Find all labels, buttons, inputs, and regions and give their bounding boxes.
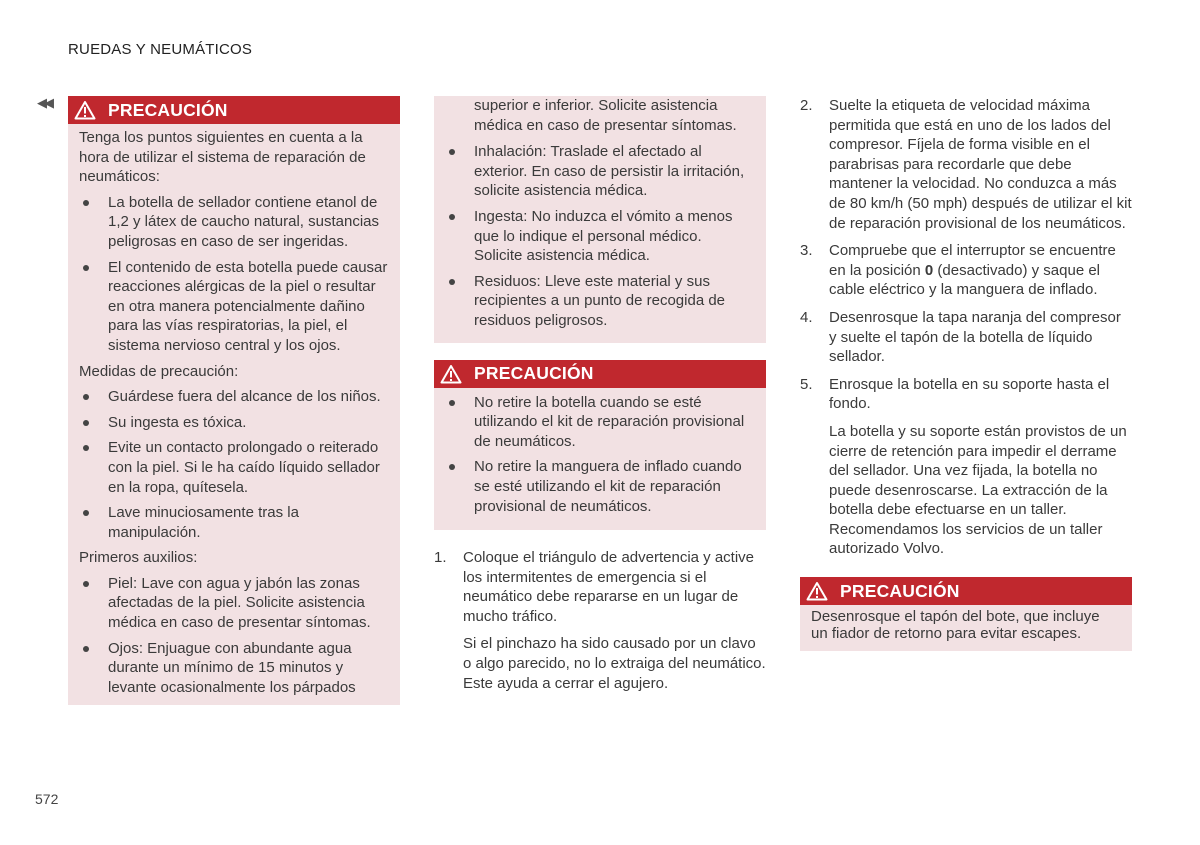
list-item: La botella de sellador contiene etanol de 1,2 y látex de caucho natural, sustancias peligrosas en caso de ser ingeridas. [79, 193, 388, 252]
caution-continuation-box [434, 96, 766, 343]
column-1 [68, 96, 400, 705]
step-note: La botella y su soporte están provistos de un cierre de retención para impedir el derrame del sellador. Una vez fijada, la botella no puede desenroscarse. La extracción de la botella debe efectuarse en un taller. Recomendamos los servicios de un taller autorizado Volvo. [829, 422, 1127, 558]
list-item: Lave minuciosamente tras la manipulación. [79, 503, 388, 542]
list-item: Residuos: Lleve este material y sus recipientes a un punto de recogida de residuos peligrosos. [445, 272, 754, 331]
step-text-part: (desactivado) y saque el cable eléctrico y la manguera de inflado. [829, 261, 1101, 299]
first-aid-label: Primeros auxilios: [79, 549, 198, 567]
list-item: Guárdese fuera del alcance de los niños. [79, 387, 388, 407]
list-item: Piel: Lave con agua y jabón las zonas afectadas de la piel. Solicite asistencia médica en caso de presentar síntomas. [79, 574, 388, 633]
list-item: Su ingesta es tóxica. [79, 413, 388, 433]
caution-box-1 [68, 96, 400, 705]
caution-title: PRECAUCIÓN [840, 580, 960, 601]
caution-header [800, 577, 1132, 605]
warning-triangle-icon [440, 364, 462, 384]
column-3 [800, 96, 1132, 651]
continuation-text: superior e inferior. Solicite asistencia médica en caso de presentar síntomas. [474, 97, 737, 134]
caution-text: Desenrosque el tapón del bote, que incluye un fiador de retorno para evitar escapes. [811, 608, 1100, 643]
measures-label: Medidas de precaución: [79, 362, 239, 380]
step-3 [800, 241, 1132, 300]
step-1 [434, 548, 766, 693]
list-item: No retire la botella cuando se esté utilizando el kit de reparación provisional de neumáticos. [445, 393, 754, 452]
step-number: 4. [800, 308, 813, 326]
list-item: Evite un contacto prolongado o reiterado con la piel. Si le ha caído líquido sellador en la ropa, quítesela. [79, 438, 388, 497]
caution-intro: Tenga los puntos siguientes en cuenta a la hora de utilizar el sistema de reparación de neumáticos: [79, 129, 366, 186]
list-item: Ojos: Enjuague con abundante agua durante un mínimo de 15 minutos y levante ocasionalmente los párpados [79, 639, 388, 698]
step-text-part: Compruebe que el interruptor se encuentre en la posición [829, 242, 1116, 279]
caution-header [434, 360, 766, 388]
column-2 [434, 96, 766, 701]
step-text: Coloque el triángulo de advertencia y active los intermitentes de emergencia si el neumático debe repararse en un lugar de mucho tráfico. [463, 549, 755, 625]
caution-box-2 [434, 360, 766, 531]
step-2 [800, 96, 1132, 233]
step-text: Enrosque la botella en su soporte hasta el fondo. [829, 375, 1110, 413]
step-number: 3. [800, 242, 813, 260]
step-text: Desenrosque la tapa naranja del compresor y suelte el tapón de la botella de líquido sellador. [829, 308, 1121, 366]
step-4 [800, 308, 1132, 367]
list-item: El contenido de esta botella puede causar reacciones alérgicas de la piel o resultar en otra manera potencialmente dañino para las vías respiratorias, la piel, el sistema nervioso central y los ojos. [79, 258, 388, 356]
caution-title: PRECAUCIÓN [474, 363, 594, 384]
list-item: Inhalación: Traslade el afectado al exterior. En caso de persistir la irritación, solicite asistencia médica. [445, 142, 754, 201]
warning-triangle-icon [806, 581, 828, 601]
step-text: Suelte la etiqueta de velocidad máxima permitida que está en uno de los lados del compresor. Fíjela de forma visible en el parabrisas para recordarle que debe mantener la velocidad. No conduzca a más de 80 km/h (50 mph) después de utilizar el kit de reparación provisional de los neumáticos. [829, 97, 1132, 232]
caution-header [68, 96, 400, 124]
list-item: No retire la manguera de inflado cuando se esté utilizando el kit de reparación provisional de neumáticos. [445, 457, 754, 516]
page-number: 572 [35, 791, 59, 807]
step-number: 2. [800, 97, 813, 114]
warning-triangle-icon [74, 100, 96, 120]
step-number: 5. [800, 375, 813, 393]
caution-title: PRECAUCIÓN [108, 99, 228, 120]
step-text [829, 241, 1132, 300]
list-item: Ingesta: No induzca el vómito a menos que lo indique el personal médico. Solicite asistencia médica. [445, 207, 754, 266]
previous-page-icon[interactable]: ◀◀ [37, 95, 51, 110]
section-header: RUEDAS Y NEUMÁTICOS [68, 41, 253, 58]
step-number: 1. [434, 549, 447, 567]
step-note: Si el pinchazo ha sido causado por un clavo o algo parecido, no lo extraiga del neumático. Este ayuda a cerrar el agujero. [463, 635, 766, 692]
step-5 [800, 375, 1132, 559]
switch-position-value: 0 [924, 261, 934, 279]
caution-box-3 [800, 577, 1132, 651]
